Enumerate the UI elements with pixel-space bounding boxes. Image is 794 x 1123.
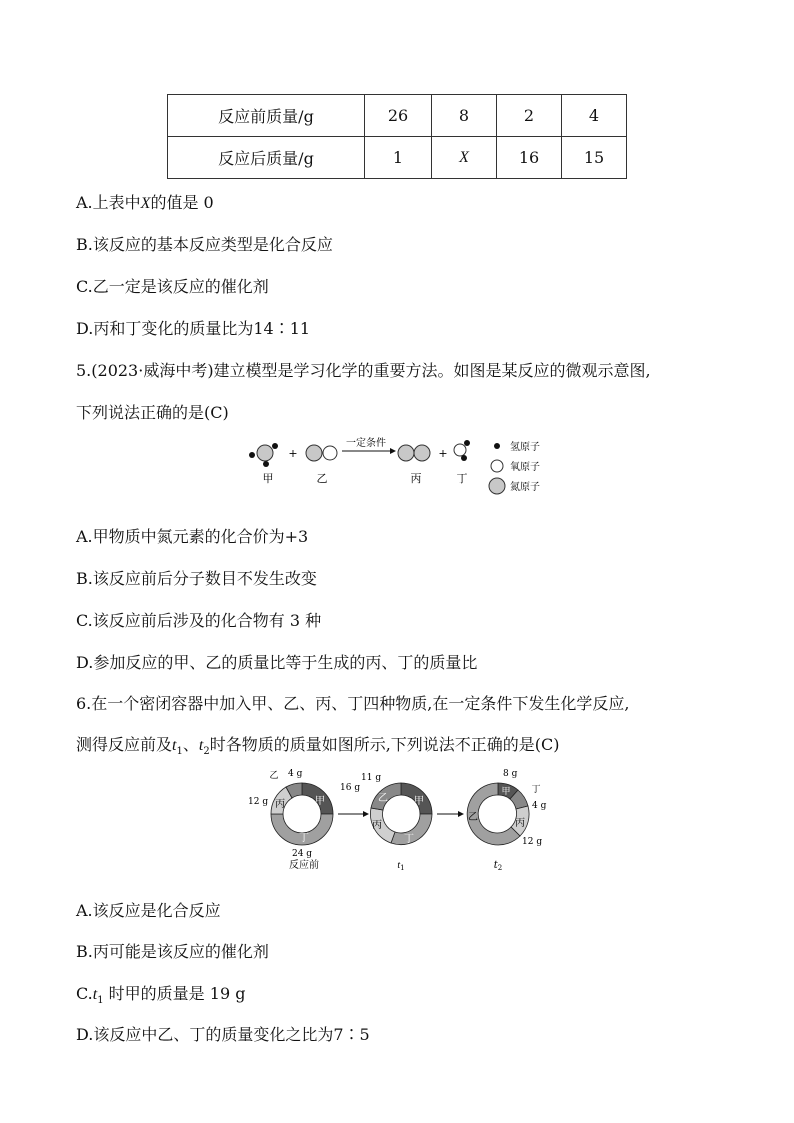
plus-sign-1: + (288, 447, 298, 460)
table-cell: 2 (497, 95, 562, 137)
seg-label-bing: 丙 (372, 820, 382, 831)
q6-c-sub: 1 (97, 995, 104, 1007)
table-cell-x: X (432, 137, 497, 179)
q6-stem-text: 测得反应前及 (76, 735, 173, 754)
caption-t1-sub: 1 (400, 864, 405, 872)
q4-a-text-post: 的值是 0 (150, 193, 214, 212)
condition-label: 一定条件 (346, 438, 386, 449)
seg-label-jia: 甲 (315, 796, 325, 807)
seg-label-yi: 乙 (378, 793, 388, 804)
q4-option-c: C.乙一定是该反应的催化剂 (76, 277, 269, 296)
donut-before (248, 769, 360, 871)
table-cell: 26 (365, 95, 432, 137)
molecule-bing (398, 445, 430, 461)
caption-t1 (397, 860, 404, 872)
var-t1: t (172, 737, 177, 754)
value-yi: 11 g (361, 773, 382, 783)
seg-label-jia: 甲 (501, 787, 511, 797)
q5-option-b: B.该反应前后分子数目不发生改变 (76, 569, 317, 588)
seg-label-ding: 丁 (404, 834, 414, 845)
table-cell: 1 (365, 137, 432, 179)
value-bing: 12 g (248, 797, 269, 807)
label-jia: 甲 (262, 472, 274, 485)
q5-option-c: C.该反应前后涉及的化合物有 3 种 (76, 611, 322, 630)
value-bing: 12 g (522, 837, 543, 847)
q4-option-d: D.丙和丁变化的质量比为14∶11 (76, 319, 311, 338)
var-t2: t (198, 737, 204, 754)
label-bing: 丙 (410, 472, 422, 485)
label-yi: 乙 (316, 472, 328, 485)
seg-label-ding: 丁 (531, 785, 541, 795)
q6-option-a: A.该反应是化合反应 (76, 901, 221, 920)
q5-stem-line2: 下列说法正确的是(C) (76, 403, 229, 422)
table-cell: 16 (497, 137, 562, 179)
seg-label-jia: 甲 (414, 796, 424, 807)
seg-label-yi: 乙 (468, 812, 478, 823)
q5-stem-line1: 5.(2023·威海中考)建立模型是学习化学的重要方法。如图是某反应的微观示意图, (76, 361, 651, 380)
mass-table (167, 94, 627, 179)
table-row (168, 137, 627, 179)
seg-label-bing: 丙 (275, 799, 285, 810)
molecule-diagram (244, 436, 554, 496)
caption-t2 (494, 860, 503, 872)
value-jia: 8 g (503, 769, 518, 779)
molecule-yi (306, 445, 337, 461)
molecule-jia (249, 443, 278, 467)
caption-t1-var: t (397, 860, 401, 871)
value-yi: 4 g (288, 769, 303, 779)
legend-oxygen: 氧原子 (510, 462, 540, 473)
seg-label-ding: 丁 (299, 833, 309, 844)
value-jia: 16 g (340, 783, 361, 793)
q5-option-a: A.甲物质中氮元素的化合价为+3 (76, 527, 309, 546)
caption-t2-var: t (493, 860, 498, 871)
q4-option-b: B.该反应的基本反应类型是化合反应 (76, 235, 333, 254)
seg-label-bing: 丙 (515, 818, 525, 829)
q6-option-d: D.该反应中乙、丁的质量变化之比为7∶5 (76, 1025, 370, 1044)
caption-t2-sub: 2 (497, 864, 503, 872)
row-label: 反应后质量/g (168, 137, 365, 179)
sub-1: 1 (176, 746, 183, 758)
value-ding: 4 g (532, 801, 547, 811)
arrow-2 (437, 811, 464, 817)
q6-stem-line2 (76, 732, 560, 757)
legend-nitrogen: 氮原子 (510, 482, 540, 493)
q6-c-text: C. (76, 984, 93, 1003)
caption-before: 反应前 (289, 860, 319, 871)
row-label: 反应前质量/g (168, 95, 365, 137)
table-row (168, 95, 627, 137)
q4-option-a (76, 190, 214, 213)
plus-sign-2: + (438, 447, 448, 460)
q6-c-var: t (92, 986, 98, 1003)
legend (489, 440, 540, 494)
q6-c-text-post: 时甲的质量是 19 g (103, 984, 246, 1003)
q6-option-c (76, 981, 245, 1006)
separator: 、 (182, 735, 199, 754)
molecule-ding (454, 440, 470, 461)
arrow-1 (338, 811, 369, 817)
q4-a-var: X (140, 195, 151, 212)
q6-stem-text-post: 时各物质的质量如图所示,下列说法不正确的是(C) (209, 735, 560, 754)
seg-label-yi: 乙 (269, 771, 279, 781)
q6-stem-line1: 6.在一个密闭容器中加入甲、乙、丙、丁四种物质,在一定条件下发生化学反应, (76, 694, 630, 713)
donut-t1 (361, 773, 432, 872)
value-ding: 24 g (291, 849, 313, 859)
legend-hydrogen: 氢原子 (510, 442, 540, 453)
donut-charts (246, 764, 566, 874)
sub-2: 2 (203, 746, 210, 758)
q6-option-b: B.丙可能是该反应的催化剂 (76, 942, 269, 961)
donut-t2 (467, 769, 546, 872)
q5-option-d: D.参加反应的甲、乙的质量比等于生成的丙、丁的质量比 (76, 653, 478, 672)
label-ding: 丁 (456, 472, 468, 485)
table-cell: 15 (562, 137, 627, 179)
table-cell: 8 (432, 95, 497, 137)
q4-a-text: A.上表中 (76, 193, 141, 212)
table-cell: 4 (562, 95, 627, 137)
